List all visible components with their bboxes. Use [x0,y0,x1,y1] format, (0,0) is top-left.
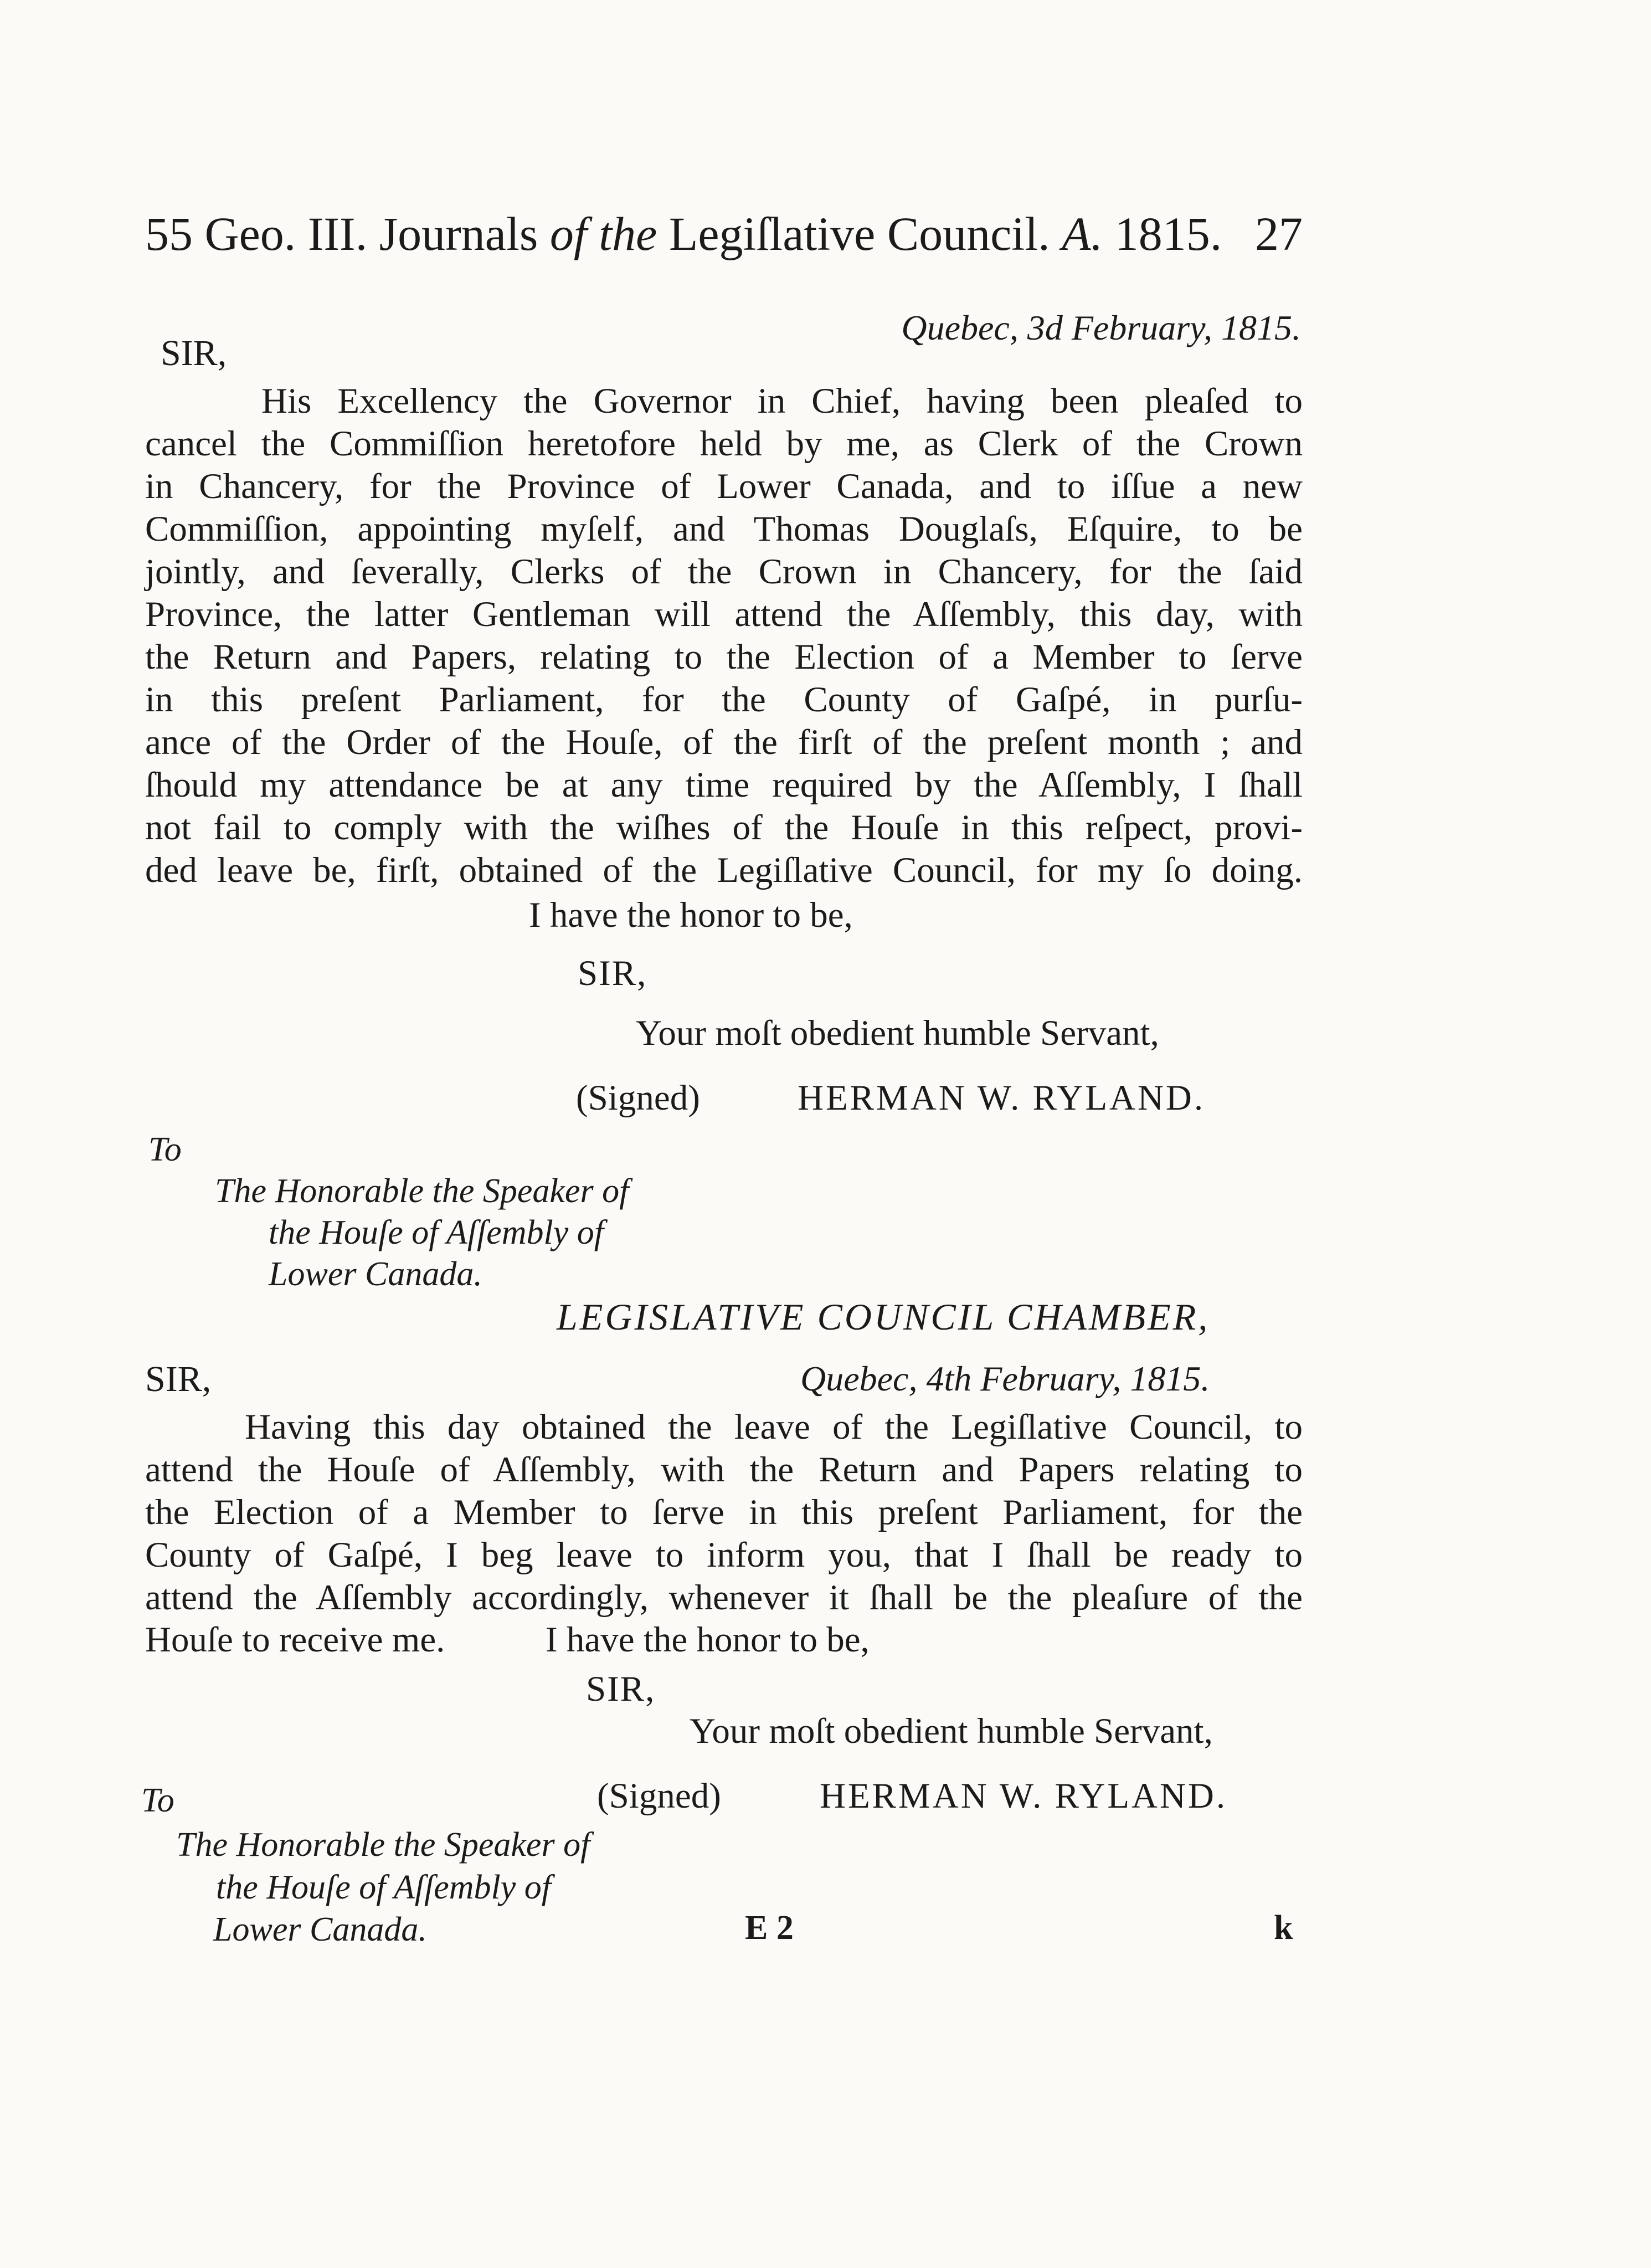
signature-mark: E 2 [745,1909,794,1947]
letter1-signed: (Signed) [576,1078,700,1118]
letter2-servant: Your moſt obedient humble Servant, [690,1711,1213,1751]
letter1-dateline: Quebec, 3d February, 1815. [901,308,1301,347]
letter1-to: To [148,1131,182,1168]
letter2-closing-sir: SIR, [586,1669,656,1709]
letter1-body-line: in Chancery, for the Province of Lower Canada, and to iſſue a new [145,466,1303,506]
letter1-body [145,380,1303,892]
header-text-1: 55 Geo. III. Journals [145,207,538,260]
letter2-body-line: attend the Houſe of Aſſembly, with the Return and Papers relating to [145,1450,1303,1490]
letter1-body-line: not fail to comply with the wiſhes of the Houſe in this reſpect, provi- [145,808,1303,848]
letter1-body-line: Commiſſion, appointing myſelf, and Thomas Douglaſs, Eſquire, to be [145,509,1303,549]
letter1-closing-sir: SIR, [578,953,647,993]
letter1-servant: Your moſt obedient humble Servant, [636,1013,1159,1053]
letter1-body-line: Province, the latter Gentleman will attend the Aſſembly, this day, with [145,594,1303,634]
letter2-salutation: SIR, [145,1359,212,1399]
letter2-body [145,1406,1303,1619]
letter1-body-line: ance of the Order of the Houſe, of the firſt of the preſent month ; and [145,722,1303,762]
letter2-address-line: The Honorable the Speaker of [176,1826,590,1864]
letter2-last-line-left: Houſe to receive me. [145,1620,445,1660]
letter2-chamber: LEGISLATIVE COUNCIL CHAMBER, [557,1296,1210,1338]
letter1-body-line: jointly, and ſeverally, Clerks of the Crown in Chancery, for the ſaid [145,552,1303,592]
letter1-body-line: ſhould my attendance be at any time required by the Aſſembly, I ſhall [145,765,1303,805]
letter2-dateline: Quebec, 4th February, 1815. [800,1359,1210,1398]
letter1-address-line: Lower Canada. [269,1255,482,1293]
letter1-body-line: the Return and Papers, relating to the Election of a Member to ſerve [145,637,1303,677]
catchword: k [1274,1909,1293,1947]
letter2-signed: (Signed) [597,1776,721,1816]
letter1-salutation: SIR, [161,333,227,373]
letter2-last-line-right: I have the honor to be, [546,1620,870,1660]
letter1-body-line: in this preſent Parliament, for the County of Gaſpé, in purſu- [145,680,1303,720]
letter2-body-line: County of Gaſpé, I beg leave to inform you, that I ſhall be ready to [145,1535,1303,1575]
header-text-italic: of the [549,207,657,260]
letter1-closing: I have the honor to be, [529,895,853,935]
header-text-2: Legiſlative Council. [668,207,1050,260]
letter2-body-line: Having this day obtained the leave of the Legiſlative Council, to [245,1407,1303,1447]
header-text-italic-2: A. [1062,207,1103,260]
letter1-body-line: cancel the Commiſſion heretofore held by me, as Clerk of the Crown [145,424,1303,464]
letter1-address-line: The Honorable the Speaker of [215,1172,629,1210]
letter2-address-line: the Houſe of Aſſembly of [216,1869,551,1906]
running-header [145,195,1303,273]
letter2-signature: HERMAN W. RYLAND. [820,1776,1228,1816]
letter2-address-line: Lower Canada. [213,1911,427,1948]
letter1-body-line: His Excellency the Governor in Chief, having been pleaſed to [261,381,1303,421]
header-title [145,195,1222,273]
letter1-signature: HERMAN W. RYLAND. [798,1078,1206,1118]
letter1-body-line: ded leave be, firſt, obtained of the Legiſlative Council, for my ſo doing. [145,850,1303,890]
header-year: 1815. [1114,207,1222,260]
page-number: 27 [1255,207,1303,260]
letter2-body-line: the Election of a Member to ſerve in this preſent Parliament, for the [145,1492,1303,1532]
letter1-address-line: the Houſe of Aſſembly of [269,1214,604,1251]
letter2-body-line: attend the Aſſembly accordingly, whenever it ſhall be the pleaſure of the [145,1578,1303,1618]
letter2-to: To [141,1782,174,1819]
